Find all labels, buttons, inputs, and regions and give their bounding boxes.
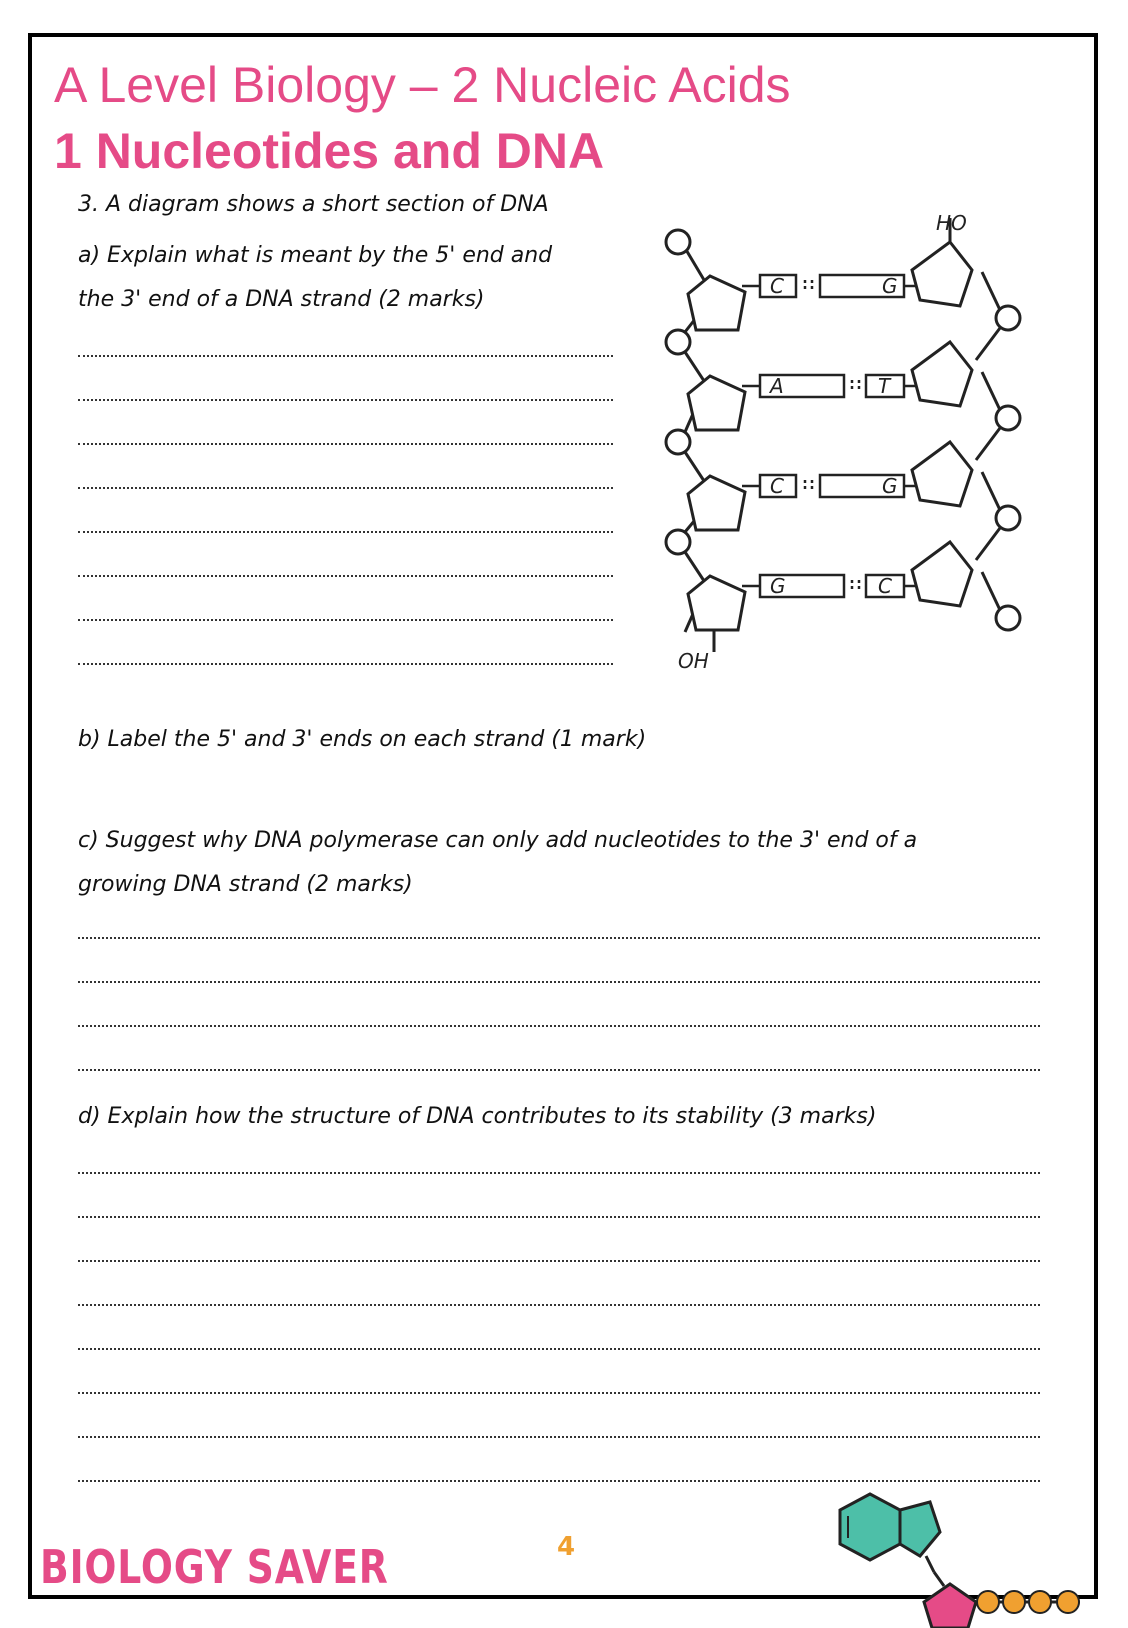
brand-logo: BIOLOGY SAVER	[40, 1540, 389, 1594]
answer-line[interactable]	[78, 443, 613, 445]
question-a-line1: a) Explain what is meant by the 5' end and	[78, 243, 553, 268]
answer-line[interactable]	[78, 663, 613, 665]
answer-line[interactable]	[78, 355, 613, 357]
answer-line[interactable]	[78, 1172, 1040, 1174]
answer-line[interactable]	[78, 1480, 1040, 1482]
answer-line[interactable]	[78, 937, 1040, 939]
answer-line[interactable]	[78, 1069, 1040, 1071]
top-hydroxyl-label: HO	[936, 211, 967, 235]
question-intro: 3. A diagram shows a short section of DNA	[78, 192, 549, 217]
question-c-line1: c) Suggest why DNA polymerase can only add nucleotides to the 3' end of a	[78, 828, 918, 853]
dna-diagram	[650, 200, 1070, 680]
base-right-3: G	[882, 474, 898, 498]
base-left-2: A	[770, 374, 784, 398]
base-right-2: T	[878, 374, 891, 398]
question-d: d) Explain how the structure of DNA contributes to its stability (3 marks)	[78, 1104, 877, 1129]
page-title: A Level Biology – 2 Nucleic Acids	[54, 57, 791, 113]
base-left-3: C	[770, 474, 784, 498]
question-c-line2: growing DNA strand (2 marks)	[78, 872, 413, 897]
answer-line[interactable]	[78, 981, 1040, 983]
base-right-4: C	[878, 574, 892, 598]
question-a-line2: the 3' end of a DNA strand (2 marks)	[78, 287, 485, 312]
answer-line[interactable]	[78, 399, 613, 401]
answer-line[interactable]	[78, 619, 613, 621]
answer-line[interactable]	[78, 531, 613, 533]
base-right-1: G	[882, 274, 898, 298]
page-number: 4	[557, 1532, 576, 1562]
answer-line[interactable]	[78, 1348, 1040, 1350]
answer-line[interactable]	[78, 575, 613, 577]
answer-line[interactable]	[78, 487, 613, 489]
answer-line[interactable]	[78, 1025, 1040, 1027]
bottom-hydroxyl-label: OH	[678, 649, 709, 673]
answer-line[interactable]	[78, 1436, 1040, 1438]
answer-line[interactable]	[78, 1260, 1040, 1262]
answer-line[interactable]	[78, 1304, 1040, 1306]
base-left-4: G	[770, 574, 786, 598]
answer-line[interactable]	[78, 1216, 1040, 1218]
base-left-1: C	[770, 274, 784, 298]
page-subtitle: 1 Nucleotides and DNA	[54, 123, 605, 179]
molecule-decoration-icon	[830, 1490, 1100, 1628]
answer-line[interactable]	[78, 1392, 1040, 1394]
question-b: b) Label the 5' and 3' ends on each strand (1 mark)	[78, 727, 647, 752]
